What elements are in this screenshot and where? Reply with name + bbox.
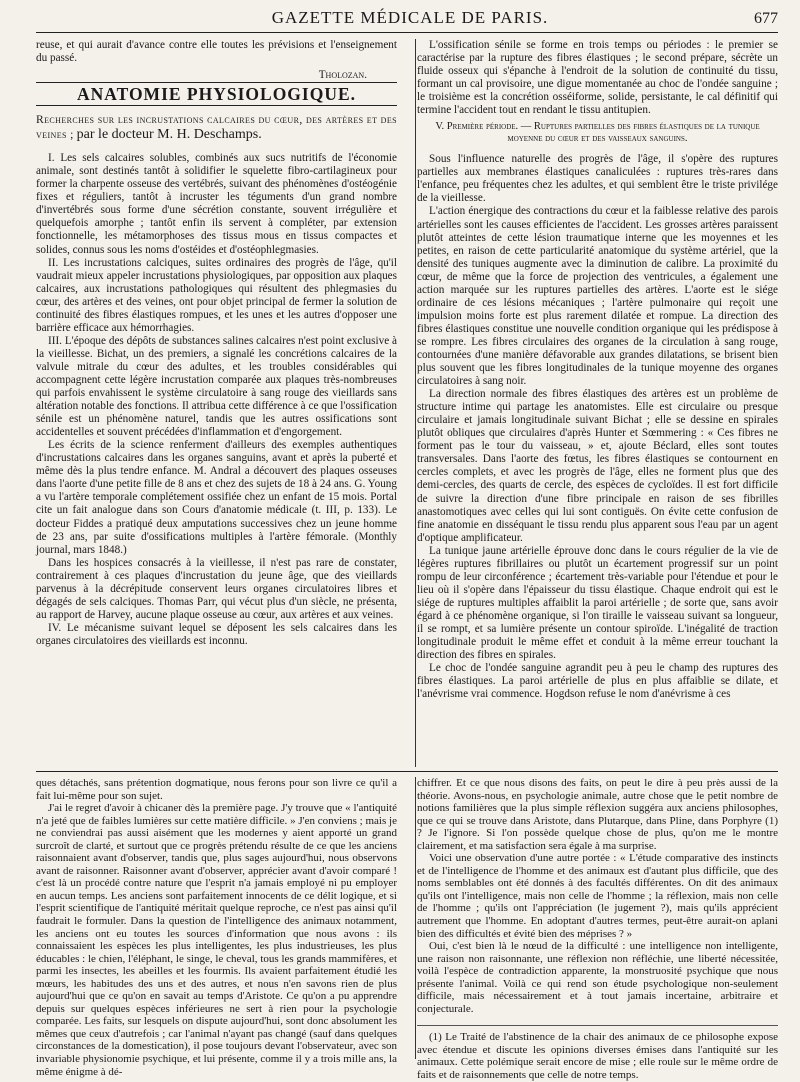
article-paragraph: La direction normale des fibres élastiques des artères est un problème de structure intime qui partage les anatomistes. Elle est circulaire ou presque circulaire et jamais longitudinale suivant Bichat ; elle se dessine en spirales plutôt obliques que circulaires d'après Hunter et Sœmmering : « Ces fibres ne forment pas le tour du vaisseau, » et, ajoute Béclard, elles sont toutes transversales. Dans l'aorte des fœtus, les fibres élastiques se contournent en cercles complets, et avec les progrès de l'âge, elles ne forment plus que des demi-cercles, des quarts de cercle, des espèces de cycloïdes. Il est fort difficile de suivre la direction d'une fibre principale en raison de ses fibrilles anastomotiques avec celles qui lui sont contiguës. On évite cette confusion de fine anatomie en disséquant le tissu rendu plus apparent sous l'eau par un agent d'optique amplificateur. xyxy=(417,388,778,544)
upper-left-column xyxy=(36,39,397,767)
horizontal-divider xyxy=(36,771,778,772)
article-paragraph: L'ossification sénile se forme en trois temps ou périodes : le premier se caractérise par la rupture des fibres élastiques ; le second prépare, sécrète un fluide osseux qui s'épanche à l'endroit de la solution de continuité du tissu, formant un cal provisoire, une digue momentanée au choc de l'ondée sanguine ; le troisième est la concrétion osséiforme, solide, persistante, le cal définitif qui termine l'accident tout en rendant le tissu antitupien. xyxy=(417,39,778,117)
article-paragraph: III. L'époque des dépôts de substances salines calcaires n'est point exclusive à la vieillesse. Bichat, un des premiers, a signalé les concrétions calcaires de la valvule mitrale du cœur des adultes, et les troubles considérables qui accompagnent cette légère incrustation comparée aux plaques très-nombreuses qui parfois envahissent le système circulatoire à sang rouge des vieillards sans altération notable des fonctions. Il attribua cette différence à ce que l'ossification sénile est un phénomène naturel, tandis que les autres ossifications sont accidentelles et souvent précédées d'inflammation et d'engorgement. xyxy=(36,334,397,439)
footnote xyxy=(417,1025,778,1081)
previous-article-signature: Tholozan. xyxy=(318,69,367,82)
page-header xyxy=(36,8,778,33)
article-paragraph: Le choc de l'ondée sanguine agrandit peu à peu le champ des ruptures des fibres élastiques. La paroi artérielle de plus en plus affaiblie se dilate, et l'anévrisme vrai commence. Hogdson refuse le nom d'anévrisme à ces xyxy=(417,662,778,701)
lower-left-column xyxy=(36,777,397,1078)
lower-right-column xyxy=(417,777,778,1082)
article-author: par le docteur M. H. Deschamps. xyxy=(76,127,262,143)
article-title-text: Recherches sur les incrustations calcaires du cœur, des artères et des veines ; xyxy=(36,113,397,142)
article-paragraph: L'action énergique des contractions du cœur et la faiblesse relative des parois artérielles sont les causes efficientes de l'accident. Les grosses artères paraissent plutôt atteintes de cette lésion traumatique interne que les moyennes et les petites, en raison de cette particularité anatomique du système artériel, que la densité des tuniques augmente avec la diminution de calibre. La proximité du cœur, de même que la force de projection des ventricules, a également une action marquée sur les ruptures partielles des artères. L'aorte est le siége ordinaire de ces lésions mécaniques ; l'artère pulmonaire qui reçoit une impulsion moins forte est plus rarement dilatée et rompue. La direction des fibres élastiques constitue une nouvelle condition organique qui les prédispose à se rompre. Les fibres circulaires des organes de la circulation à sang rouge, contournées d'une manière défavorable aux grandes dilatations, se brisent bien plus souvent que les fibres longitudinales de la tunique moyenne des organes circulatoires à sang noir. xyxy=(417,205,778,388)
article-paragraph: Les écrits de la science renferment d'ailleurs des exemples authentiques d'incrustations calcaires dans les organes sanguins, avant et après la puberté et même dès la plus tendre enfance. M. Andral a découvert des plaques osseuses dans l'aorte d'une petite fille de 8 ans et chez des sujets de 18 à 24 ans. G. Young a vu l'artère temporale complétement ossifiée chez un enfant de 15 mois. Portal cite un fait analogue dans son Cours d'anatomie médicale (t. III, p. 133). Le docteur Fiddes a pratiqué deux amputations successives chez un jeune homme de 23 ans, par suite d'ossifications multiples à l'artère fémorale. (Monthly journal, mars 1848.) xyxy=(36,439,397,556)
upper-section xyxy=(36,39,778,767)
article-paragraph: Dans les hospices consacrés à la vieillesse, il n'est pas rare de constater, contrairement à ces plaques d'incrustation du jeune âge, que des vieillards parvenus à la décrépitude conservent leurs organes circulatoires libres et dégagés de sels calciques. Thomas Parr, qui vécut plus d'un siècle, ne présenta, au rapport de Harvey, aucune plaque osseuse au cœur, aux artères et aux veines. xyxy=(36,556,397,621)
section-header-box xyxy=(36,82,397,106)
article-paragraph: IV. Le mécanisme suivant lequel se déposent les sels calcaires dans les organes circulatoires des vieillards est inconnu. xyxy=(36,621,397,647)
lower-section xyxy=(36,777,778,1082)
article-paragraph: La tunique jaune artérielle éprouve donc dans le cours régulier de la vie de légères ruptures fibrillaires ou plutôt un écartement progressif sur un point rompu de leur circonférence ; écartement très-variable pour l'étendue et pour le lieu où il s'opère dans l'épaisseur du tissu élastique. Chaque endroit qui est le siége de ruptures multiples affaiblit la paroi artérielle ; de sorte que, sans avoir égard à ce phénomène organique, si l'on tiraille le vaisseau suivant sa longueur, il se rompt, et sa lumière présente un contour spiroïde. L'inégalité de traction longitudinale produit le même effet et conduit à la même erreur touchant la direction des fibres en spirales. xyxy=(417,544,778,662)
column-divider xyxy=(415,39,416,767)
article-title xyxy=(36,112,397,142)
article-paragraph: Sous l'influence naturelle des progrès de l'âge, il s'opère des ruptures partielles aux membranes élastiques canaliculées : ruptures très-rares dans l'enfance, peu fréquentes chez les adultes, et qui semblent être le triste privilége de la vieillesse. xyxy=(417,153,778,205)
previous-article-end: reuse, et qui aurait d'avance contre elle toutes les prévisions et l'enseignement du passé. xyxy=(36,39,397,65)
section-title: ANATOMIE PHYSIOLOGIQUE. xyxy=(76,84,357,105)
review-paragraph: J'ai le regret d'avoir à chicaner dès la première page. J'y trouve que « l'antiquité n'a jeté que de faibles lumières sur cette matière difficile. » J'en conviens ; mais je ne conviendrai pas aussi aisément que les modernes y aient apporté un grand surcroît de clarté, et surtout que ce progrès prétendu résulte de ce que les anciens raisonnaient avant d'observer, tandis que, plus sages aujourd'hui, nous observons avant de raisonner. Raisonner avant d'observer, apprécier avant d'avoir comparé ! c'est là un procédé contre nature que l'esprit n'a jamais employé ni pu employer en aucun temps. Les anciens sont parfaitement innocents de ce délit logique, et si l'esprit scientifique de l'antiquité méritait quelque reproche, ce n'est pas ainsi qu'il faudrait le formuler. Dans la question de l'intelligence des animaux notamment, les anciens ont eu toutes les sources d'information que nous avons : ils connaissaient les espèces les plus intelligentes, les plus industrieuses, les plus éducables : le chien, l'éléphant, le singe, le cheval, tous les grands mammifères, et parmi les insectes, les abeilles et les fourmis. Ils avaient parfaitement étudié les mœurs, les habitudes des uns et des autres, et nous n'en savons rien de plus aujourd'hui que ce qu'on en savait au temps d'Aristote. Ce qu'on a pu apprendre depuis sur quelques espèces inférieures ne sert à rien pour la psychologie comparée. Les faits, sur lesquels on dispute aujourd'hui, sont donc absolument les mêmes que ceux d'autrefois ; car l'animal n'ayant pas changé (sauf dans quelques circonstances de la domestication), il pose toujours devant l'observateur, avec son invariable physionomie psychique, et lui présente, comme il y a trois mille ans, la même énigme à dé- xyxy=(36,802,397,1078)
review-paragraph: chiffrer. Et ce que nous disons des faits, on peut le dire à peu près aussi de la théorie. Avons-nous, en psychologie animale, autre chose que le petit nombre de notions familières que la plus simple réflexion suggéra aux anciens philosophes, que ce qui se trouve dans Aristote, dans Plutarque, dans Pline, dans Porphyre (1) ? Je l'ignore. Si l'on possède quelque chose de plus, qu'on me le montre clairement, et ma satisfaction sera égale à ma surprise. xyxy=(417,777,778,852)
page-number: 677 xyxy=(754,10,778,27)
upper-right-column xyxy=(417,39,778,767)
footnote-text: (1) Le Traité de l'abstinence de la chair des animaux de ce philosophe expose avec étendue et discute les opinions diverses émises dans l'antiquité sur les animaux. Cette polémique serait encore de mise ; elle roule sur le même ordre de faits et de raisonnements que celle de notre temps. xyxy=(417,1031,778,1082)
article-paragraph: I. Les sels calcaires solubles, combinés aux sucs nutritifs de l'économie animale, sont destinés tantôt à solidifier le squelette fibro-cartilagineux pour former la charpente osseuse des vertébrés, suivant des phénomènes d'ostéogénie fixes et réguliers, tantôt à incruster les téguments d'un grand nombre d'invertébrés sous forme d'une sécrétion constante, souvent irrégulière et quelquefois amorphe ; tantôt enfin ils servent à compléter, par extension fonctionnelle, les métamorphoses des tissus mous en tissus compactes et solides, connus sous les noms d'ostéides et d'ostéophlegmasies. xyxy=(36,152,397,256)
column-divider xyxy=(415,777,416,1059)
article-paragraph: II. Les incrustations calciques, suites ordinaires des progrès de l'âge, qu'il vaudrait mieux appeler incrustations physiologiques, par opposition aux plaques calcaires, aux incrustations pathologiques qui résultent des phlegmasies du cœur, des artères et des veines, ont pour objet principal de fermer la solution de continuité des fibres élastiques rompues, et les unes et les autres d'opposer une barrière efficace aux hémorrhagies. xyxy=(36,256,397,334)
review-paragraph: ques détachés, sans prétention dogmatique, nous ferons pour son livre ce qu'il a fait lui-même pour son sujet. xyxy=(36,777,397,802)
review-paragraph: Oui, c'est bien là le nœud de la difficulté : une intelligence non intelligente, une raison non raisonnante, une réflexion non réfléchie, une liberté nécessitée, voilà l'espèce de contradiction apparente, la monstruosité psychique que nous présente l'animal. Voilà ce qui rend son étude psychologique non-seulement difficile, mais nécessairement et à tout jamais incertaine, arbitraire et conjecturale. xyxy=(417,940,778,1015)
review-paragraph: Voici une observation d'une autre portée : « L'étude comparative des instincts et de l'intelligence de l'homme et des animaux est d'autant plus difficile, que des noms semblables ont été donnés à des facultés différentes. On dit des animaux qu'ils ont l'intelligence, mais non celle de l'homme ; la réflexion, mais non celle de l'homme ; qu'ils ont l'appréciation (le jugement ?), mais qu'ils apprécient autrement que l'homme. En adoptant d'autres termes, peut-être aurait-on aplani bien des difficultés et évité bien des méprises ? » xyxy=(417,852,778,940)
journal-title: GAZETTE MÉDICALE DE PARIS. xyxy=(271,8,549,27)
section-subheading: V. Première période. — Ruptures partielles des fibres élastiques de la tunique moyenne du cœur et des vaisseaux sanguins. xyxy=(435,121,760,145)
